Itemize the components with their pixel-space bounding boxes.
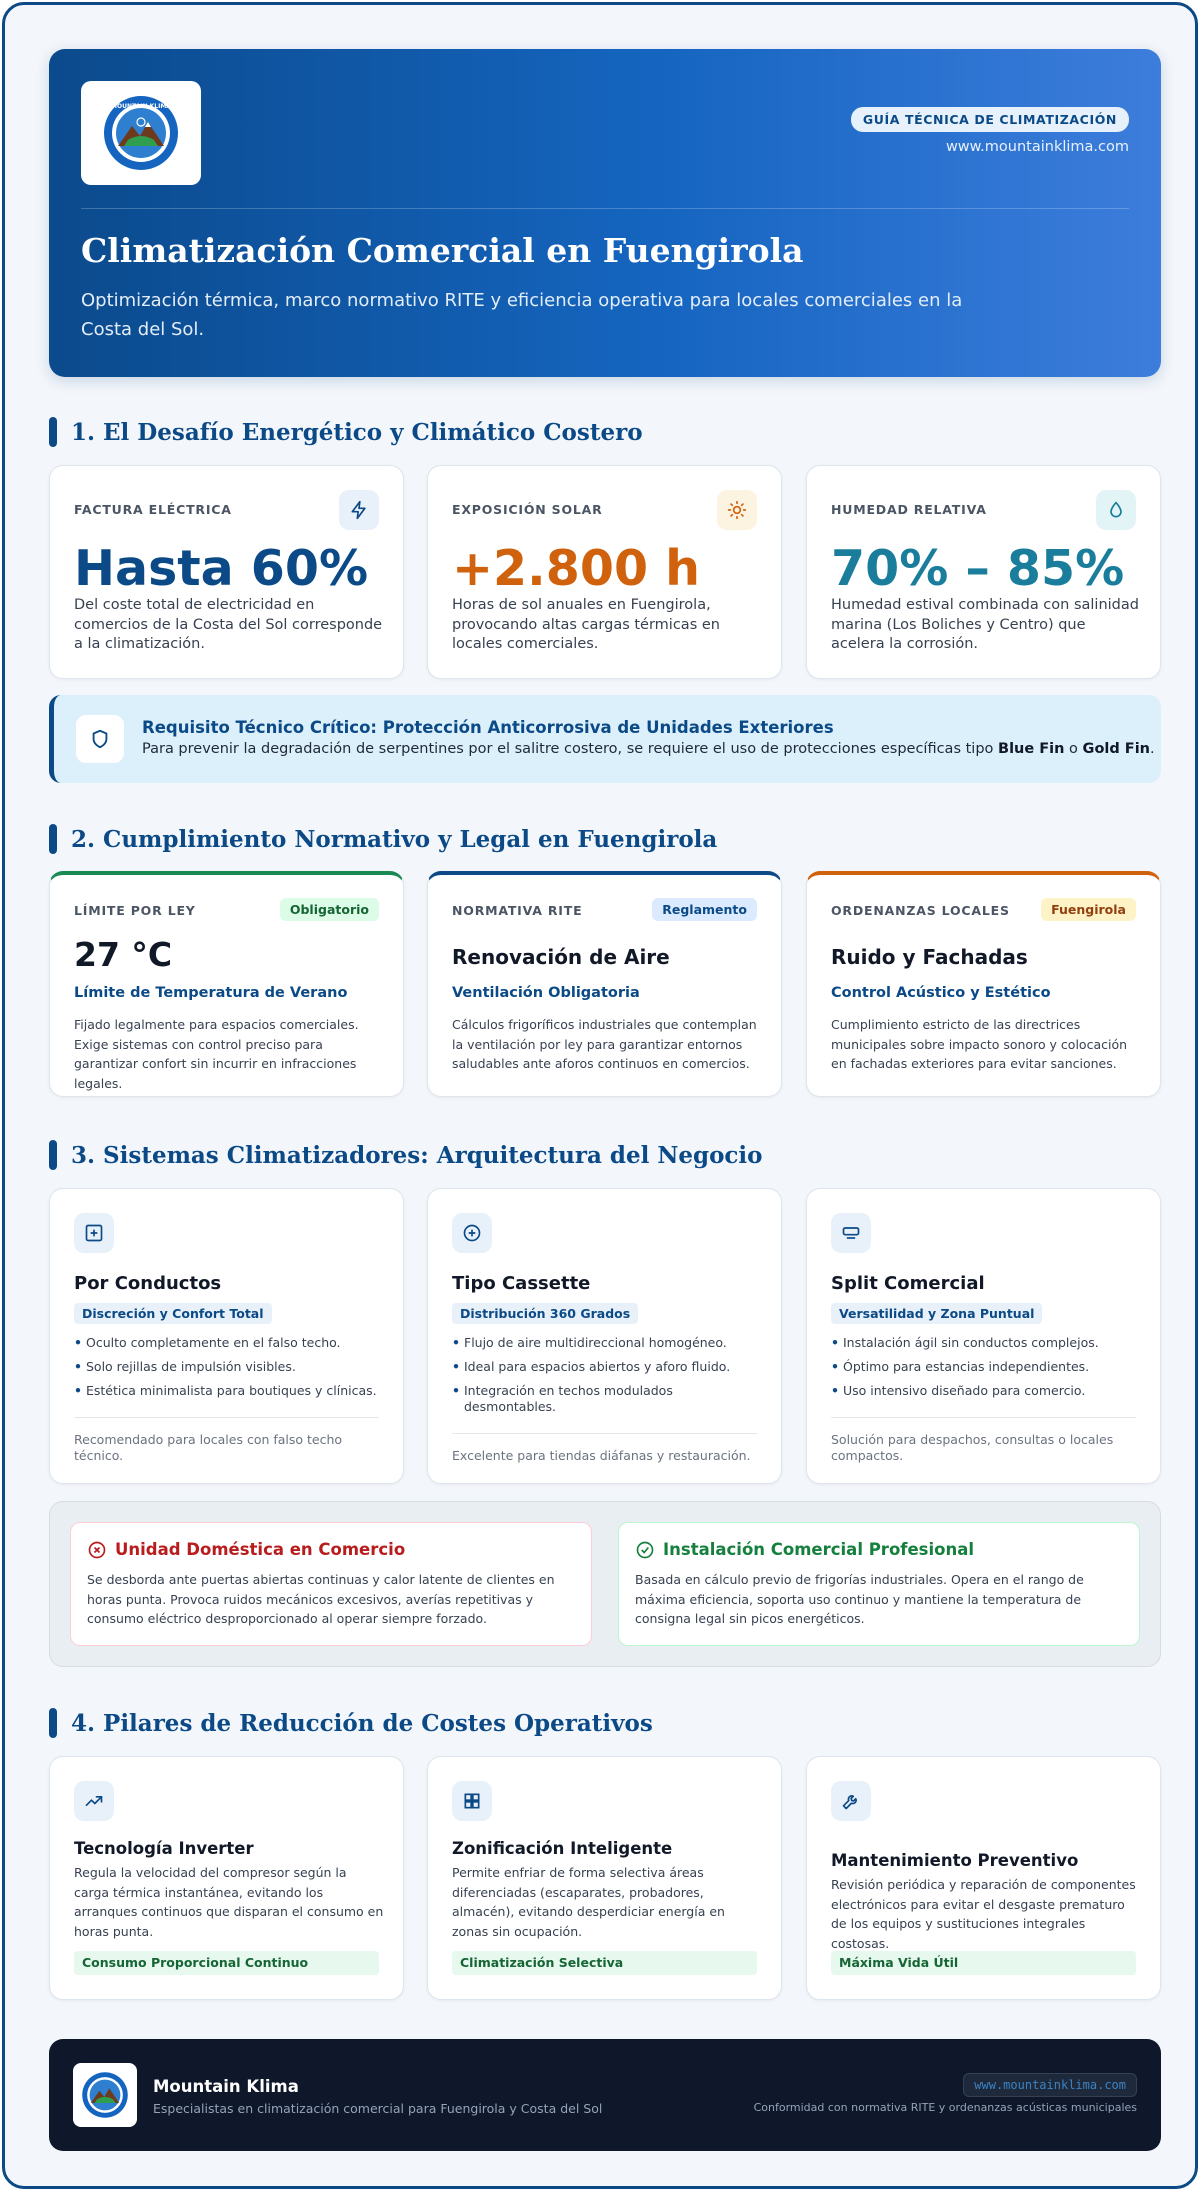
section-3-heading [49,1140,763,1170]
system-name: Tipo Cassette [452,1273,591,1294]
system-footnote: Recomendado para locales con falso techo técnico. [74,1432,343,1463]
pillar-tag: Máxima Vida Útil [831,1951,1136,1975]
page-subtitle: Optimización térmica, marco normativo RITE y eficiencia operativa para locales comerciales en la Costa del Sol. [81,290,963,340]
plus-circle-icon [452,1213,492,1253]
section-4-heading [49,1708,653,1738]
stat-card-humedad [806,465,1161,679]
stat-value: 70% – 85% [831,540,1125,597]
svg-text:MOUNTAIN KLIMA: MOUNTAIN KLIMA [111,103,171,110]
card-description: Cálculos frigoríficos industriales que contemplan la ventilación por ley para garantizar entornos saludables ante aforos continuos en comercios. [452,1017,757,1071]
footer-brand: Mountain Klima [153,2077,299,2096]
section-1-title: 1. El Desafío Energético y Climático Costero [71,418,643,446]
heading-accent-bar [49,824,57,854]
stat-description: Del coste total de electricidad en comercios de la Costa del Sol corresponde a la climatización. [74,597,383,652]
pillar-description: Permite enfriar de forma selectiva áreas diferenciadas (escaparates, probadores, almacén), evitando desperdiciar energía en zonas sin ocupación. [452,1865,725,1939]
section-1-heading [49,417,643,447]
legal-card-temperature [49,871,404,1097]
alert-text: Para prevenir la degradación de serpentines por el salitre costero, se requiere el uso de protecciones específicas tipo [142,741,999,757]
status-badge: Obligatorio [280,898,379,921]
heading-accent-bar [49,1708,57,1738]
guide-tag: GUÍA TÉCNICA DE CLIMATIZACIÓN [851,107,1129,132]
card-description: Fijado legalmente para espacios comerciales. Exige sistemas con control preciso para garantizar confort sin incurrir en infracciones legales. [74,1017,359,1091]
grid-icon [452,1781,492,1821]
trending-up-icon [74,1781,114,1821]
footer-tagline: Especialistas en climatización comercial para Fuengirola y Costa del Sol [153,2101,603,2116]
list-item: • Oculto completamente en el falso techo. [74,1335,384,1351]
status-badge: Reglamento [652,898,757,921]
split-unit-icon [831,1213,871,1253]
card-description: Cumplimiento estricto de las directrices municipales sobre impacto sonoro y colocación en fachadas exteriores para evitar sanciones. [831,1017,1128,1071]
heading-accent-bar [49,417,57,447]
check-circle-icon [635,1540,655,1560]
page-title: Climatización Comercial en Fuengirola [81,231,804,270]
hero-url-link[interactable]: www.mountainklima.com [945,139,1129,155]
page-frame [2,2,1198,2189]
droplet-icon [1096,490,1136,530]
alert-highlight-blue-fin: Blue Fin [998,741,1065,757]
system-card-cassette [427,1188,782,1484]
system-card-conductos [49,1188,404,1484]
card-heading: Ruido y Fachadas [831,945,1028,969]
comparison-description: Se desborda ante puertas abiertas continuas y calor latente de clientes en horas punta. Provoca ruidos mecánicos excesivos, averías repetitivas y consumo eléctrico desproporcionado al operar siempre forzado. [87,1572,555,1626]
system-pill: Distribución 360 Grados [452,1303,638,1324]
comparison-title: Unidad Doméstica en Comercio [115,1540,406,1559]
system-footnote: Solución para despachos, consultas o locales compactos. [831,1432,1114,1463]
comparison-good [618,1522,1140,1646]
alert-text-end: . [1150,741,1155,757]
system-card-split [806,1188,1161,1484]
card-heading: 27 °C [74,935,173,974]
stat-value: +2.800 h [452,540,700,597]
list-item: • Solo rejillas de impulsión visibles. [74,1359,384,1375]
system-feature-list [831,1335,1141,1407]
page-footer [49,2039,1161,2151]
critical-requirement-alert [49,695,1161,783]
list-item: • Uso intensivo diseñado para comercio. [831,1383,1141,1399]
card-subheading: Control Acústico y Estético [831,985,1051,1001]
card-subheading: Ventilación Obligatoria [452,985,640,1001]
page-content [49,49,1161,2116]
section-2-heading [49,824,717,854]
comparison-description: Basada en cálculo previo de frigorías industriales. Opera en el rango de máxima eficiencia, soporta uso continuo y mantiene la temperatura de consigna legal sin picos energéticos. [635,1572,1084,1626]
card-label: LÍMITE POR LEY [74,903,196,918]
pillar-card-inverter [49,1756,404,2000]
list-item: • Flujo de aire multidireccional homogéneo. [452,1335,762,1351]
wrench-icon [831,1781,871,1821]
sun-icon [717,490,757,530]
pillar-card-mantenimiento [806,1756,1161,2000]
card-subheading: Límite de Temperatura de Verano [74,985,348,1001]
pillar-tag: Climatización Selectiva [452,1951,757,1975]
pillar-description: Regula la velocidad del compresor según la carga térmica instantánea, evitando los arranques continuos que disparan el consumo en horas punta. [74,1865,384,1939]
section-2-title: 2. Cumplimiento Normativo y Legal en Fuengirola [71,825,718,853]
pillar-name: Tecnología Inverter [74,1839,254,1858]
list-item: • Ideal para espacios abiertos y aforo fluido. [452,1359,762,1375]
x-circle-icon [87,1540,107,1560]
legal-card-rite [427,871,782,1097]
system-footnote: Excelente para tiendas diáfanas y restauración. [452,1448,751,1463]
shield-icon [76,715,124,763]
company-logo [81,81,201,185]
divider [452,1433,757,1434]
plus-square-icon [74,1213,114,1253]
card-heading: Renovación de Aire [452,945,670,969]
footer-logo [73,2063,137,2127]
card-label: NORMATIVA RITE [452,903,583,918]
pillar-name: Mantenimiento Preventivo [831,1851,1079,1870]
divider [831,1417,1136,1418]
mountain-klima-logo-icon [102,94,180,172]
pillar-tag: Consumo Proporcional Continuo [74,1951,379,1975]
section-4-title: 4. Pilares de Reducción de Costes Operativos [71,1709,653,1737]
comparison-panel [49,1501,1161,1667]
list-item: • Instalación ágil sin conductos complejos. [831,1335,1141,1351]
hero-banner [49,49,1161,377]
footer-conformity: Conformidad con normativa RITE y ordenanzas acústicas municipales [753,2101,1137,2114]
alert-title: Requisito Técnico Crítico: Protección Anticorrosiva de Unidades Exteriores [142,718,834,737]
system-pill: Versatilidad y Zona Puntual [831,1303,1042,1324]
stat-value: Hasta 60% [74,540,369,597]
alert-description [142,741,1155,757]
system-name: Split Comercial [831,1273,985,1294]
pillar-description: Revisión periódica y reparación de componentes electrónicos para evitar el desgaste prematuro de los equipos y sustituciones integrales costosas. [831,1877,1136,1951]
divider [74,1417,379,1418]
stat-label: FACTURA ELÉCTRICA [74,502,232,517]
stat-card-solar [427,465,782,679]
list-item: • Óptimo para estancias independientes. [831,1359,1141,1375]
comparison-bad [70,1522,592,1646]
pillar-card-zonificacion [427,1756,782,2000]
list-item: • Integración en techos modulados desmontables. [452,1383,762,1415]
pillar-name: Zonificación Inteligente [452,1839,673,1858]
comparison-title: Instalación Comercial Profesional [663,1540,975,1559]
system-pill: Discreción y Confort Total [74,1303,272,1324]
system-name: Por Conductos [74,1273,222,1294]
stat-card-factura [49,465,404,679]
legal-card-ordinances [806,871,1161,1097]
alert-highlight-gold-fin: Gold Fin [1082,741,1151,757]
hero-divider [81,208,1129,209]
mountain-klima-logo-icon [81,2071,129,2119]
status-badge: Fuengirola [1041,898,1136,921]
system-feature-list [452,1335,762,1423]
lightning-icon [339,490,379,530]
stat-description: Humedad estival combinada con salinidad marina (Los Boliches y Centro) que acelera la corrosión. [831,597,1139,652]
stat-description: Horas de sol anuales en Fuengirola, provocando altas cargas térmicas en locales comerciales. [452,597,720,652]
section-3-title: 3. Sistemas Climatizadores: Arquitectura del Negocio [71,1141,763,1169]
stat-label: HUMEDAD RELATIVA [831,502,987,517]
card-label: ORDENANZAS LOCALES [831,903,1010,918]
list-item: • Estética minimalista para boutiques y clínicas. [74,1383,384,1399]
footer-url-link[interactable]: www.mountainklima.com [963,2073,1137,2097]
stat-label: EXPOSICIÓN SOLAR [452,502,603,517]
heading-accent-bar [49,1140,57,1170]
alert-text-connector: o [1064,741,1083,757]
system-feature-list [74,1335,384,1407]
